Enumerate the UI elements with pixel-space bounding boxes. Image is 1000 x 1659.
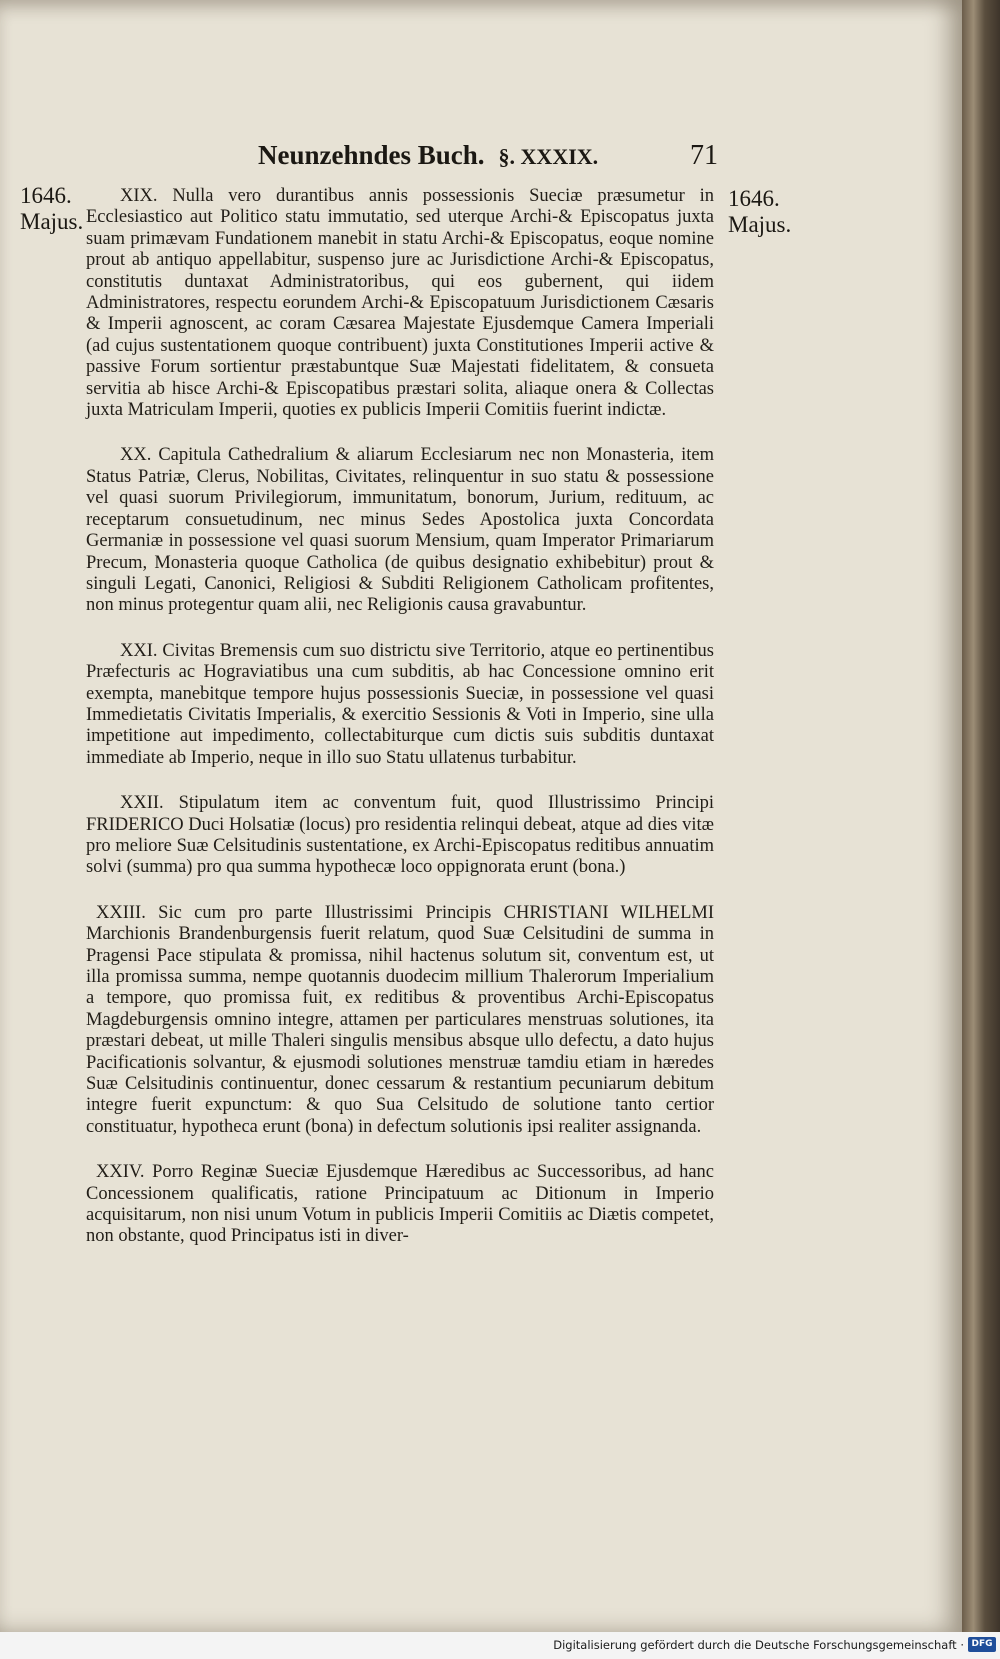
margin-month: Majus. <box>20 209 84 234</box>
margin-month: Majus. <box>728 212 792 237</box>
paragraph-xxiii: XXIII. Sic cum pro parte Illustrissimi Principis CHRISTIANI WILHELMI Marchionis Brandenburgensis fuerit relatum, quod Suæ Celsitudini de summa in Pragensi Pace stipulata & promissa, nihil hactenus solutum sit, conventum est, ut illa promissa summa, nempe quotannis duodecim millium Thalerorum Imperialium a tempore, quo promissa fuit, ex reditibus & proventibus Archi-Episcopatus Magdeburgensis omnino integre, attamen per particulares menstruas solutiones, ita præstari debeat, ut mille Thaleri singulis mensibus absque ullo defectu, a dato hujus Pacificationis solvantur, & ejusmodi solutiones menstruæ tamdiu etiam in hæredes Suæ Celsitudinis continuentur, donec cessarum & restantium pecuniarum debitum integre fuerit expunctum: & quo Sua Celsitudo de solutione tanto certior constituatur, hypotheca erunt (bona) in defectum solutionis ipsi realiter assignanda. <box>86 902 714 1137</box>
footer-bar <box>0 1632 1000 1659</box>
paragraph-xxii: XXII. Stipulatum item ac conventum fuit, quod Illustrissimo Principi FRIDERICO Duci Holsatiæ (locus) pro residentia relinqui debeat, atque ad dies vitæ pro meliore Suæ Celsitudinis sustentatione, ex Archi-Episcopatus reditibus annuatim solvi (summa) pro qua summa hypothecæ loco oppignorata erunt (bona.) <box>86 793 714 878</box>
running-title: Neunzehndes Buch. <box>258 140 485 170</box>
margin-year: 1646. <box>728 186 780 211</box>
paragraph-xxiv: XXIV. Porro Reginæ Sueciæ Ejusdemque Hæredibus ac Successoribus, ad hanc Concessionem qualificatis, ratione Principatuum ac Ditionum in Imperio acquisitarum, non nisi unum Votum in publicis Imperii Comitiis ac Diætis competet, non obstante, quod Principatus isti in diver- <box>86 1162 714 1247</box>
footer-credit: Digitalisierung gefördert durch die Deutsche Forschungsgemeinschaft · <box>553 1638 964 1652</box>
paragraph-xix: XIX. Nulla vero durantibus annis possessionis Sueciæ præsumetur in Ecclesiastico aut Politico statu immutatio, sed uterque Archi-& Episcopatus juxta suam primævam Fundationem manebit in statu Archi-& Episcopatus, eoque nomine prout ab antiquo appellabitur, suspenso jure ac Jurisdictione Archi-& Episcopatus, constitutis duntaxat Administratoribus, qui eos gubernent, qui iidem Administratores, respectu eorundem Archi-& Episcopatuum Jurisdictionem Cæsaris & Imperii agnoscent, ac coram Cæsarea Majestate Ejusdemque Camera Imperiali (ad cujus sustentationem quoque contribuent) juxta Constitutiones Imperii active & passive Forum sortientur præstabuntque Suæ Majestati fidelitatem, & consueta servitia ab hisce Archi-& Episcopatibus præstari solita, aliaque onera & Collectas juxta Matriculam Imperii, quoties ex publicis Imperii Comitiis fuerint indictæ. <box>86 186 714 421</box>
margin-note-right <box>728 186 791 238</box>
running-header <box>258 140 598 171</box>
margin-year: 1646. <box>20 183 72 208</box>
paragraph-xx: XX. Capitula Cathedralium & aliarum Ecclesiarum nec non Monasteria, item Status Patriæ, Clerus, Nobilitas, Civitates, relinquentur in suo statu & possessione vel quasi suorum Privilegiorum, immunitatum, bonorum, Jurium, redituum, ac receptarum consuetudinum, nec minus Sedes Apostolica juxta Concordata Germaniæ in possessione vel quasi suorum Mensium, quam Imperator Primariarum Precum, Monasteria quoque Catholica (de quibus designatio exhibebitur) prout & singuli Legati, Canonici, Religiosi & Subditi Religionem Catholicam profitentes, non minus protegentur quam alii, nec Religionis causa gravabuntur. <box>86 445 714 616</box>
page-number: 71 <box>690 140 718 171</box>
section-number: §. XXXIX. <box>498 144 599 169</box>
paragraph-xxi: XXI. Civitas Bremensis cum suo districtu sive Territorio, atque eo pertinentibus Præfecturis ac Hograviatibus una cum subditis, ab hac Concessione omnino erit exempta, manebitque tempore hujus possessionis Sueciæ, in possessione vel quasi Immedietatis Civitatis Imperialis, & exercitio Sessionis & Voti in Imperio, sine ulla impetitione aut impedimento, collectabiturque cum dictis suis subditis duntaxat immediate ab Imperio, neque in illo suo Statu ullatenus turbabitur. <box>86 640 714 768</box>
dfg-logo: DFG <box>968 1637 996 1652</box>
margin-note-left <box>20 183 83 235</box>
main-text <box>86 186 714 1272</box>
page-edge <box>962 0 1000 1632</box>
